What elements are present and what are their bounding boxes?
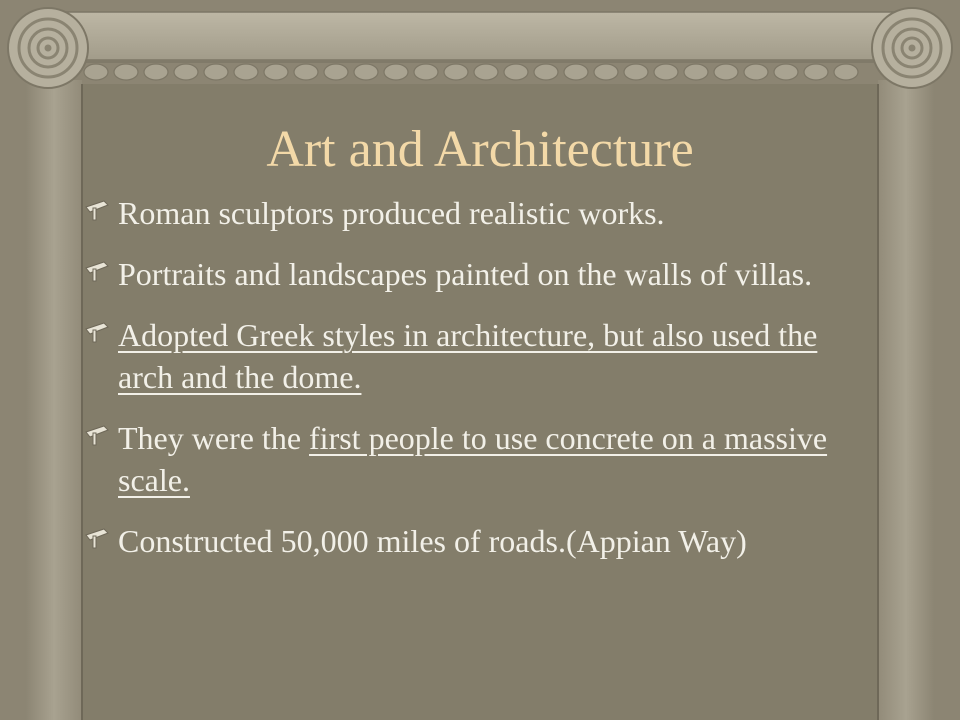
egg-molding-icon — [234, 64, 258, 80]
ionic-volute-right-icon — [872, 8, 952, 88]
egg-molding-icon — [114, 64, 138, 80]
bullet-text: Portraits and landscapes painted on the walls of villas. — [118, 256, 813, 292]
bullet-item — [84, 253, 844, 295]
bullet-item — [84, 520, 844, 562]
egg-molding-icon — [714, 64, 738, 80]
chisel-bullet-icon — [84, 199, 110, 221]
bullet-list — [84, 192, 844, 562]
bullet-text: Constructed 50,000 miles of roads.(Appian Way) — [118, 523, 747, 559]
egg-molding-icon — [744, 64, 768, 80]
egg-molding-icon — [414, 64, 438, 80]
egg-molding-icon — [204, 64, 228, 80]
column-right — [878, 80, 934, 720]
bullet-item — [84, 314, 844, 398]
egg-molding-icon — [804, 64, 828, 80]
slide-title: Art and Architecture — [266, 121, 694, 178]
bullet-text-underlined: Adopted Greek styles in architecture, but also used the arch and the dome. — [118, 317, 818, 395]
egg-molding-icon — [774, 64, 798, 80]
egg-molding-icon — [294, 64, 318, 80]
egg-molding-icon — [444, 64, 468, 80]
egg-molding-icon — [834, 64, 858, 80]
egg-molding-icon — [324, 64, 348, 80]
egg-molding-icon — [654, 64, 678, 80]
chisel-bullet-icon — [84, 527, 110, 549]
egg-molding-icon — [144, 64, 168, 80]
egg-molding-icon — [564, 64, 588, 80]
egg-molding-icon — [684, 64, 708, 80]
capital-band — [20, 12, 940, 60]
chisel-bullet-icon — [84, 424, 110, 446]
egg-molding-icon — [84, 64, 108, 80]
bullet-text-underlined: first people to use concrete on a massive scale. — [118, 420, 828, 498]
egg-molding-icon — [474, 64, 498, 80]
chisel-bullet-icon — [84, 260, 110, 282]
egg-molding-icon — [504, 64, 528, 80]
bullet-text: They were the — [118, 420, 310, 456]
egg-molding-icon — [594, 64, 618, 80]
chisel-bullet-icon — [84, 321, 110, 343]
egg-molding-icon — [174, 64, 198, 80]
bullet-item — [84, 417, 844, 501]
egg-molding-icon — [264, 64, 288, 80]
egg-molding-icon — [534, 64, 558, 80]
column-left — [26, 80, 82, 720]
bullet-text: Roman sculptors produced realistic works. — [118, 195, 665, 231]
egg-molding-icon — [624, 64, 648, 80]
bullet-item — [84, 192, 844, 234]
egg-molding-icon — [354, 64, 378, 80]
egg-molding-icon — [384, 64, 408, 80]
ionic-volute-left-icon — [8, 8, 88, 88]
